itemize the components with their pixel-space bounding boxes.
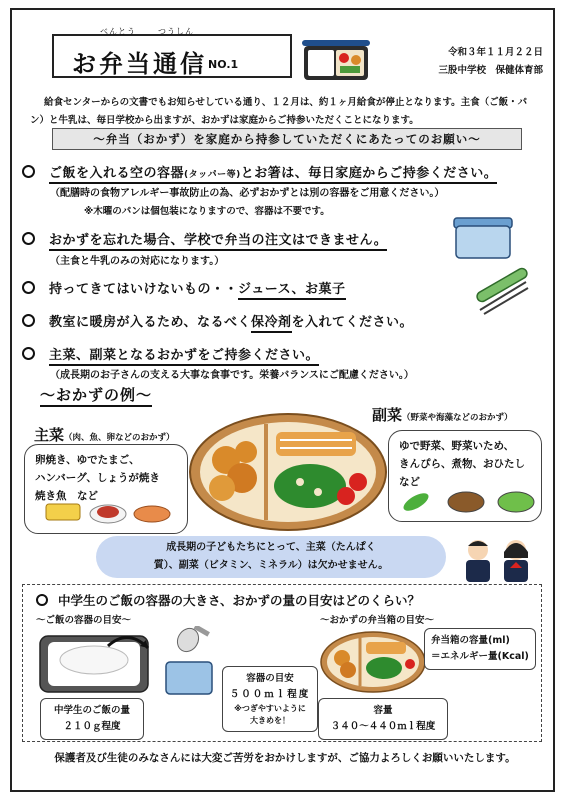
size-question [36,591,420,609]
circle-bullet-icon [22,281,35,294]
issue-date: 令和３年１１月２２日 [447,47,543,58]
container-size-value: ５００ｍｌ程度 [229,689,311,700]
rice-container-label: ～ご飯の容器の目安～ [36,615,132,626]
okazu-bento-illustration [188,412,388,532]
size-question-text: 中学生のご飯の容器の大きさ、おかずの量の目安はどのくらい？ [58,593,421,608]
circle-bullet-icon [22,165,35,178]
school-name: 三股中学校 保健体育部 [438,65,543,76]
shusai-food-icons [42,500,172,526]
circle-bullet-icon [22,232,35,245]
item4-underline: 保冷剤 [251,315,292,333]
rice-amount-value: ２１０ｇ程度 [63,721,121,732]
rice-amount-box [40,698,144,740]
item3-underline: ジュース、お菓子 [238,282,345,300]
fukusai-note: （野菜や海藻などのおかず） [402,413,513,423]
circle-bullet-icon [22,314,35,327]
bento-capacity-box [424,628,536,670]
fukusai-line: きんぴら、煮物、おひたし [399,458,525,470]
bento-box-icon [300,36,376,86]
circle-bullet-icon [36,594,48,606]
item1-pre: ご飯を入れる空の容器 [49,166,185,181]
growth-note: （成長期のお子さんの支える大事な食事です。栄養バランスにご配慮ください。） [50,370,414,381]
bento-capacity-label: 弁当箱の容量(ml) [431,635,510,646]
shusai-line: ハンバーグ、しょうが焼き [35,472,160,484]
shusai-note: （肉、魚、卵などのおかず） [64,433,175,443]
okazu-volume-label: 容量 [373,705,393,716]
item-ice-pack [22,311,413,330]
shusai-line: 卵焼き、ゆでたまご、 [35,454,140,466]
closing-message: 保護者及び生徒のみなさんには大変ご苦労をおかけしますが、ご協力よろしくお願いいたします。 [54,752,516,764]
container-size-label: 容器の目安 [246,673,294,684]
item3-pre: 持ってきてはいけないもの・・ [49,282,239,297]
okazu-volume-value: ３４０～４４０ｍｌ程度 [330,721,436,732]
small-bento-illustration [318,630,428,694]
okazu-volume-box [318,698,448,740]
nutrition-banner [96,536,446,578]
item-forbidden [22,278,346,297]
container-note: ※つぎやすいように [234,704,306,713]
request-banner: ～弁当（おかず）を家庭から持参していただくにあたってのお願い～ [52,128,522,150]
container-size-box [222,666,318,732]
item2-text: おかずを忘れた場合、学校で弁当の注文はできません。 [49,233,387,251]
item-forgot-okazu [22,229,387,248]
container-note: 大きめを！ [250,716,290,725]
chopsticks-icon [470,266,532,316]
item-main-side [22,344,319,363]
ruby-tsushin: つうしん [158,27,194,36]
tupperware-icon [448,214,518,262]
fukusai-food-icons [400,488,540,516]
fukusai-line: など [399,476,420,488]
students-icon [456,536,540,584]
item1-post: とお箸は、毎日家庭からご持参ください。 [241,166,498,184]
item1-small: (タッパー等) [184,170,241,180]
nutrition-line: 成長期の子どもたちにとって、主菜（たんぱく [166,542,376,553]
issue-number: NO.1 [208,58,239,71]
item4-pre: 教室に暖房が入るため、なるべく [49,315,251,330]
intro-text: 給食センターからの文書でもお知らせしている通り、１２月は、約１ヶ月給食が停止となります。主食（ご飯・パン）と牛乳は、毎日学校から出ますが、おかずは家庭からご持参いただくことになります。 [30,97,528,126]
shusai-heading: 主菜 [34,426,65,444]
shusai-label [34,424,175,445]
bento-capacity-value: ＝エネルギー量(Kcal) [431,651,529,662]
fukusai-line: ゆで野菜、野菜いため、 [399,440,515,452]
item5-text: 主菜、副菜となるおかずをご持参ください。 [49,348,319,366]
circle-bullet-icon [22,347,35,360]
bread-note: ※木曜のパンは個包装になりますので、容器は不要です。 [84,206,330,217]
item-container-chopsticks [22,162,497,181]
item4-post: を入れてください。 [291,315,414,330]
rice-amount-label: 中学生のご飯の量 [53,705,130,716]
okazu-box-label: ～おかずの弁当箱の目安～ [320,615,435,626]
ruby-bento: べんとう [100,27,136,36]
page-title: お弁当通信 [72,50,207,78]
nutrition-line: 質）、副菜（ビタミン、ミネラル）は欠かせません。 [153,560,389,571]
shusai-line: 焼き魚 など [35,490,98,502]
fukusai-label [372,404,513,425]
shushoku-note: （主食と牛乳のみの対応になります。） [50,256,225,267]
allergy-note: （配膳時の食物アレルギー事故防止の為、必ずおかずとは別の容器をご用意ください。） [50,188,445,199]
rice-container-illustration [36,626,216,696]
fukusai-heading: 副菜 [372,406,403,424]
example-title: ～おかずの例～ [40,384,152,407]
